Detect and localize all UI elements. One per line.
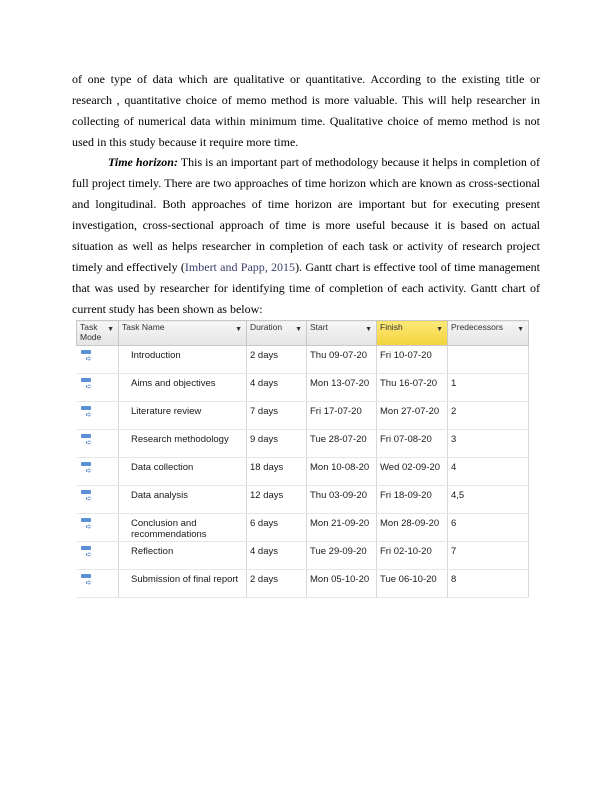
table-row[interactable] — [77, 346, 529, 374]
duration-cell[interactable]: 9 days — [247, 430, 307, 458]
header-predecessors[interactable]: Predecessors ▼ — [448, 321, 529, 346]
paragraph-time-horizon — [72, 152, 540, 320]
task-mode-cell[interactable] — [77, 514, 119, 542]
finish-cell[interactable]: Fri 02-10-20 — [377, 542, 448, 570]
predecessors-cell[interactable]: 7 — [448, 542, 529, 570]
task-mode-cell[interactable] — [77, 486, 119, 514]
auto-schedule-icon: ➪ — [81, 405, 95, 417]
gantt-table-image — [76, 320, 528, 587]
header-start[interactable]: Start ▼ — [307, 321, 377, 346]
finish-cell[interactable]: Fri 18-09-20 — [377, 486, 448, 514]
task-mode-cell[interactable] — [77, 374, 119, 402]
start-cell[interactable]: Mon 21-09-20 — [307, 514, 377, 542]
task-name-cell[interactable]: Reflection — [119, 542, 247, 570]
finish-cell[interactable]: Mon 28-09-20 — [377, 514, 448, 542]
gantt-table — [76, 320, 529, 598]
task-name-cell[interactable]: Submission of final report — [119, 570, 247, 598]
table-row[interactable] — [77, 570, 529, 598]
predecessors-cell[interactable]: 4 — [448, 458, 529, 486]
start-cell[interactable]: Tue 28-07-20 — [307, 430, 377, 458]
duration-cell[interactable]: 4 days — [247, 374, 307, 402]
start-cell[interactable]: Mon 13-07-20 — [307, 374, 377, 402]
task-name-cell[interactable]: Literature review — [119, 402, 247, 430]
table-row[interactable] — [77, 486, 529, 514]
start-cell[interactable]: Thu 09-07-20 — [307, 346, 377, 374]
start-cell[interactable]: Fri 17-07-20 — [307, 402, 377, 430]
task-name-cell[interactable]: Aims and objectives — [119, 374, 247, 402]
dropdown-arrow-icon[interactable]: ▼ — [436, 326, 443, 333]
duration-cell[interactable]: 2 days — [247, 570, 307, 598]
table-row[interactable] — [77, 430, 529, 458]
auto-schedule-icon: ➪ — [81, 517, 95, 529]
task-mode-cell[interactable] — [77, 542, 119, 570]
dropdown-arrow-icon[interactable]: ▼ — [365, 326, 372, 333]
table-row[interactable] — [77, 458, 529, 486]
table-row[interactable] — [77, 402, 529, 430]
task-mode-cell[interactable] — [77, 402, 119, 430]
predecessors-cell[interactable]: 1 — [448, 374, 529, 402]
predecessors-cell[interactable] — [448, 346, 529, 374]
auto-schedule-icon: ➪ — [81, 461, 95, 473]
predecessors-cell[interactable]: 2 — [448, 402, 529, 430]
paragraph-text-end: ). Gantt chart is effective tool of time management that was used by researcher for identifying time of completion of each activity. Gantt chart of current study has been shown as below: — [72, 260, 540, 316]
finish-cell[interactable]: Fri 10-07-20 — [377, 346, 448, 374]
duration-cell[interactable]: 2 days — [247, 346, 307, 374]
task-name-cell[interactable]: Conclusion and recommendations — [119, 514, 247, 542]
start-cell[interactable]: Thu 03-09-20 — [307, 486, 377, 514]
duration-cell[interactable]: 7 days — [247, 402, 307, 430]
header-task-name[interactable]: Task Name ▼ — [119, 321, 247, 346]
task-mode-cell[interactable] — [77, 458, 119, 486]
predecessors-cell[interactable]: 4,5 — [448, 486, 529, 514]
auto-schedule-icon: ➪ — [81, 349, 95, 361]
start-cell[interactable]: Mon 10-08-20 — [307, 458, 377, 486]
task-mode-cell[interactable] — [77, 346, 119, 374]
finish-cell[interactable]: Tue 06-10-20 — [377, 570, 448, 598]
paragraph-data-type: of one type of data which are qualitative or quantitative. According to the existing title or research , quantitative choice of memo method is more valuable. This will help researcher in collecting of numerical data within minimum time. Qualitative choice of memo method is not used in this study because it require more time. — [72, 72, 540, 149]
predecessors-cell[interactable]: 8 — [448, 570, 529, 598]
gantt-header-row — [77, 321, 529, 346]
duration-cell[interactable]: 18 days — [247, 458, 307, 486]
header-task-mode[interactable]: Task Mode ▼ — [77, 321, 119, 346]
predecessors-cell[interactable]: 3 — [448, 430, 529, 458]
finish-cell[interactable]: Mon 27-07-20 — [377, 402, 448, 430]
paragraph-text: This is an important part of methodology because it helps in completion of full project timely. There are two approaches of time horizon which are known as cross-sectional and longitudinal. Both approaches of time horizon are important but for executing present investigation, cross-sectional approach of time is more useful because it is based on actual situation as well as helps researcher in completion of each task or activity of research project timely and effectively ( — [72, 155, 540, 274]
dropdown-arrow-icon[interactable]: ▼ — [235, 326, 242, 333]
header-finish[interactable]: Finish ▼ — [377, 321, 448, 346]
task-name-cell[interactable]: Research methodology — [119, 430, 247, 458]
task-name-cell[interactable]: Introduction — [119, 346, 247, 374]
predecessors-cell[interactable]: 6 — [448, 514, 529, 542]
task-name-cell[interactable]: Data analysis — [119, 486, 247, 514]
start-cell[interactable]: Mon 05-10-20 — [307, 570, 377, 598]
table-row[interactable] — [77, 514, 529, 542]
finish-cell[interactable]: Thu 16-07-20 — [377, 374, 448, 402]
duration-cell[interactable]: 4 days — [247, 542, 307, 570]
dropdown-arrow-icon[interactable]: ▼ — [517, 326, 524, 333]
auto-schedule-icon: ➪ — [81, 377, 95, 389]
duration-cell[interactable]: 12 days — [247, 486, 307, 514]
dropdown-arrow-icon[interactable]: ▼ — [295, 326, 302, 333]
table-row[interactable] — [77, 542, 529, 570]
auto-schedule-icon: ➪ — [81, 573, 95, 585]
start-cell[interactable]: Tue 29-09-20 — [307, 542, 377, 570]
finish-cell[interactable]: Fri 07-08-20 — [377, 430, 448, 458]
task-name-cell[interactable]: Data collection — [119, 458, 247, 486]
task-mode-cell[interactable] — [77, 430, 119, 458]
finish-cell[interactable]: Wed 02-09-20 — [377, 458, 448, 486]
auto-schedule-icon: ➪ — [81, 489, 95, 501]
table-row[interactable] — [77, 374, 529, 402]
citation: Imbert and Papp, 2015 — [184, 260, 296, 274]
task-mode-cell[interactable] — [77, 570, 119, 598]
term-time-horizon: Time horizon: — [108, 155, 178, 169]
header-duration[interactable]: Duration ▼ — [247, 321, 307, 346]
duration-cell[interactable]: 6 days — [247, 514, 307, 542]
auto-schedule-icon: ➪ — [81, 545, 95, 557]
dropdown-arrow-icon[interactable]: ▼ — [107, 326, 114, 333]
auto-schedule-icon: ➪ — [81, 433, 95, 445]
